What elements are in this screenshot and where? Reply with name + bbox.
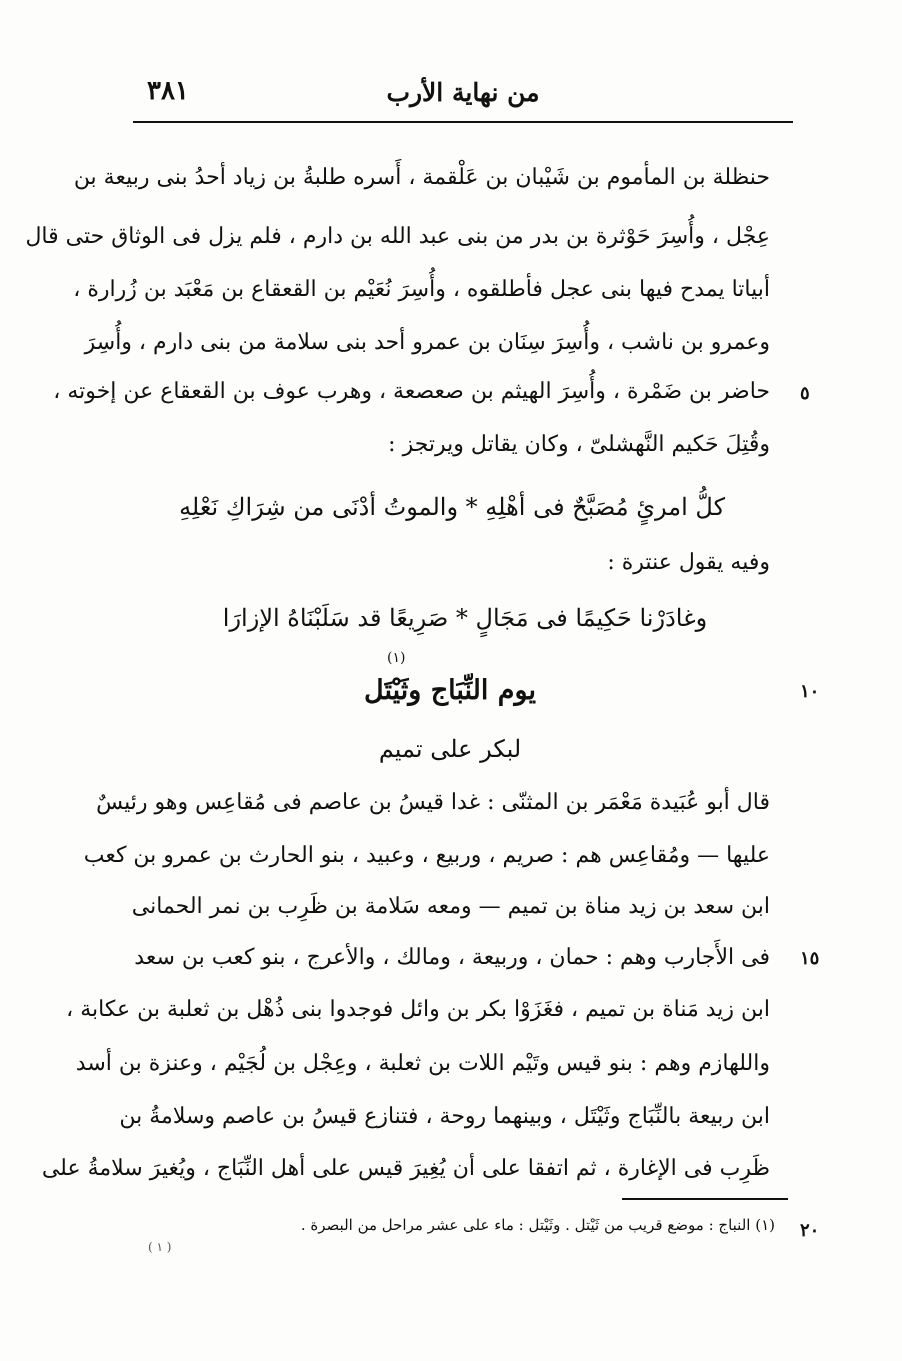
text-line: حنظلة بن المأموم بن شَيْبان بن عَلْقمة ، أَسره طلبةُ بن زياد أحدُ بنى ربيعة بن (73, 165, 770, 190)
text-line: وعمرو بن ناشب ، وأُسِرَ سِنَان بن عمرو أحد بنى سلامة من بنى دارم ، وأُسِرَ (84, 330, 770, 355)
text-line: ابن ربيعة بالنِّبَاج وثَيْتَل ، وبينهما روحة ، فتنازع قيسُ بن عاصم وسلامةُ بن (119, 1104, 770, 1129)
section-subheading: لبكر على تميم (378, 735, 522, 763)
text-line: عِجْل ، وأُسِرَ حَوْثرة بن بدر من بنى عبد الله بن دارم ، فلم يزل فى الوثاق حتى قال (25, 224, 770, 249)
text-line: فى الأَجارب وهم : حمان ، وربيعة ، ومالك ، والأعرج ، بنو كعب بن سعد (134, 945, 770, 970)
text-line: وفيه يقول عنترة : (607, 550, 770, 575)
header-rule (133, 121, 793, 123)
line-number-margin: ٢٠ (800, 1220, 820, 1241)
verse-1: كلُّ امرئٍ مُصَبَّحٌ فى أهْلِهِ * والموتُ أدْنَى من شِرَاكِ نَعْلِهِ (179, 493, 725, 521)
page-number: ٣٨١ (147, 76, 189, 106)
text-line: عليها — ومُقاعِس هم : صريم ، وربيع ، وعبيد ، بنو الحارث بن عمرو بن كعب (83, 843, 770, 868)
text-line: وقُتِلَ حَكيم النَّهشلىّ ، وكان يقاتل ويرتجز : (388, 432, 770, 457)
text-line: ابن سعد بن زيد مناة بن تميم — ومعه سَلامة بن ظَرِب بن نمر الحمانى (131, 894, 770, 919)
heading-footnote-mark: (١) (387, 650, 406, 666)
footnote: (١) النباج : موضع قريب من ثَيْتل . وثَيْتل : ماء على عشر مراحل من البصرة . (300, 1216, 775, 1234)
text-line: ابن زيد مَناة بن تميم ، فغَزَوْا بكر بن وائل فوجدوا بنى ذُهْل بن ثعلبة بن عكابة ، (66, 997, 770, 1022)
running-head: من نهاية الأرب (386, 78, 540, 107)
text-line: واللهازم وهم : بنو قيس وتَيْم اللات بن ثعلبة ، وعِجْل بن لُجَيْم ، وعنزة بن أسد (75, 1051, 770, 1076)
text-line: قال أبو عُبَيدة مَعْمَر بن المثنّى : غدا قيسُ بن عاصم فى مُقاعِس وهو رئيسٌ (96, 790, 770, 815)
text-line: أبياتا يمدح فيها بنى عجل فأطلقوه ، وأُسِرَ نُعَيْم بن القعقاع بن مَعْبَد بن زُرارة ، (73, 277, 770, 302)
line-number-margin: ٥ (800, 383, 810, 404)
verse-2: وغادَرْنا حَكِيمًا فى مَجَالٍ * صَرِيعًا قد سَلَبْنَاهُ الإزارَا (222, 604, 708, 632)
line-number-margin: ١٥ (800, 948, 820, 969)
footnote-rule (622, 1198, 788, 1200)
line-number-margin: ١٠ (800, 681, 820, 702)
footnote-smudge: ( ١ ) (148, 1240, 172, 1254)
section-heading: يوم النِّبَاج وثَيْتَل (364, 675, 536, 706)
text-line: حاضر بن ضَمْرة ، وأُسِرَ الهيثم بن صعصعة ، وهرب عوف بن القعقاع عن إخوته ، (53, 379, 770, 404)
page-header (133, 74, 793, 118)
text-line: ظَرِب فى الإغارة ، ثم اتفقا على أن يُغِيرَ قيس على أهل النِّبَاج ، ويُغيرَ سلامةُ على (41, 1156, 770, 1181)
